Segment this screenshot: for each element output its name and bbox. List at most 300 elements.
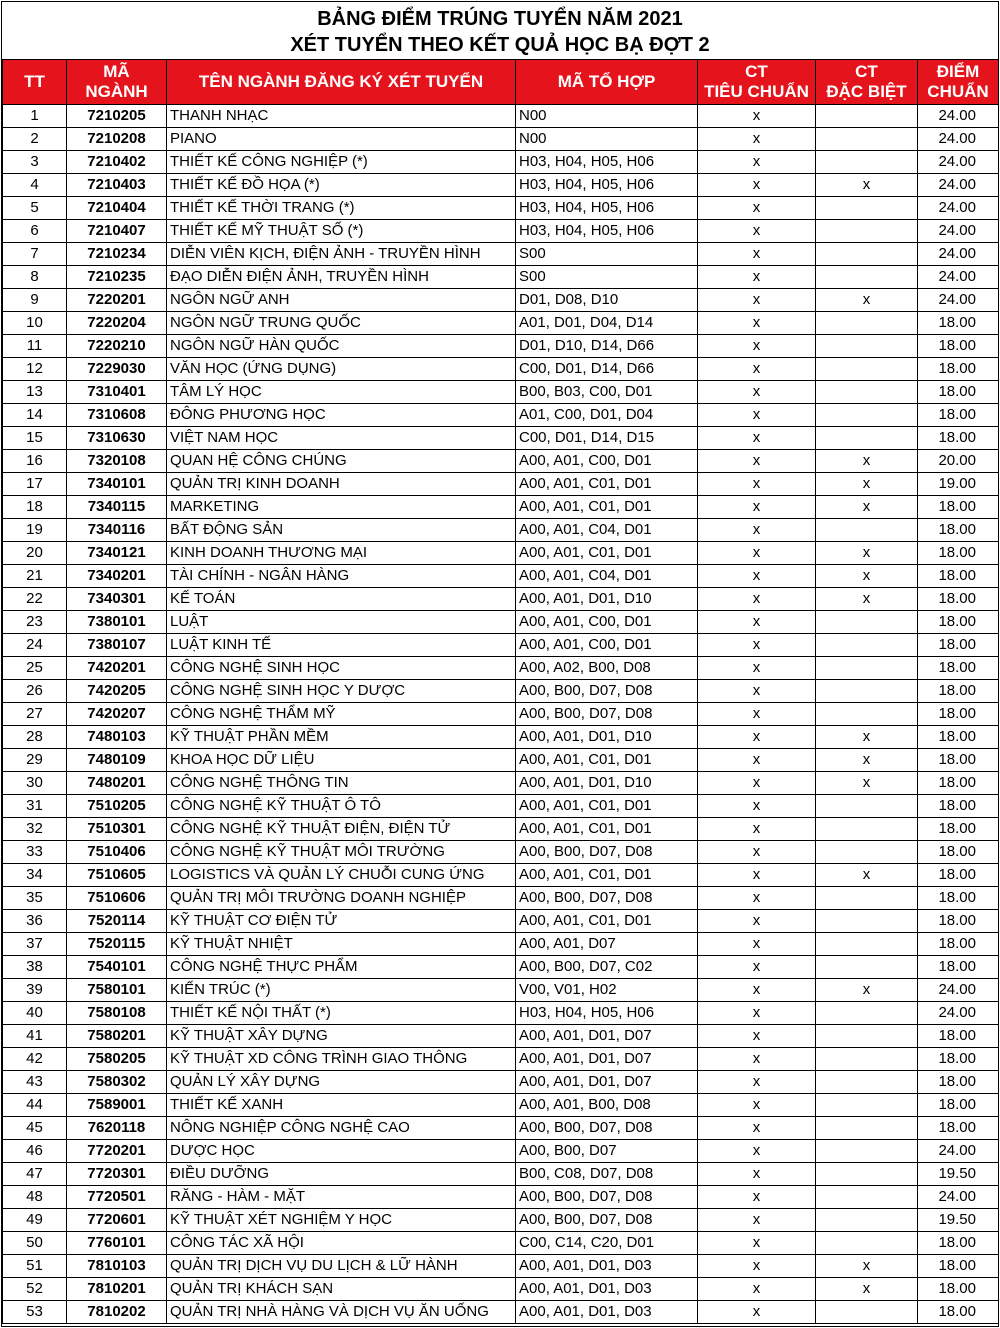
row-number: 47 [3, 1163, 67, 1186]
cutoff-score: 20.00 [918, 450, 999, 473]
row-number: 29 [3, 749, 67, 772]
ct-standard-mark: x [698, 588, 816, 611]
ct-special-mark [816, 680, 918, 703]
major-code: 7420201 [67, 657, 167, 680]
header-major-code: MÃ NGÀNH [67, 60, 167, 105]
row-number: 4 [3, 174, 67, 197]
cutoff-score: 18.00 [918, 956, 999, 979]
table-row [3, 266, 999, 289]
table-row [3, 1002, 999, 1025]
ct-special-mark [816, 1232, 918, 1255]
major-code: 7210234 [67, 243, 167, 266]
row-number: 41 [3, 1025, 67, 1048]
major-code: 7210404 [67, 197, 167, 220]
ct-standard-mark: x [698, 1002, 816, 1025]
cutoff-score: 24.00 [918, 1140, 999, 1163]
cutoff-score: 18.00 [918, 864, 999, 887]
ct-standard-mark: x [698, 1186, 816, 1209]
major-code: 7620118 [67, 1117, 167, 1140]
ct-special-mark [816, 1071, 918, 1094]
cutoff-score: 18.00 [918, 1278, 999, 1301]
combination-codes: D01, D08, D10 [516, 289, 698, 312]
combination-codes: A00, A01, D01, D07 [516, 1025, 698, 1048]
ct-special-mark [816, 220, 918, 243]
cutoff-score: 18.00 [918, 933, 999, 956]
combination-codes: A00, A01, D01, D10 [516, 726, 698, 749]
combination-codes: C00, D01, D14, D15 [516, 427, 698, 450]
major-name: THIẾT KẾ NỘI THẤT (*) [167, 1002, 516, 1025]
combination-codes: H03, H04, H05, H06 [516, 174, 698, 197]
row-number: 10 [3, 312, 67, 335]
ct-standard-mark: x [698, 703, 816, 726]
header-cutoff-score: ĐIỂM CHUẨN [918, 60, 999, 105]
cutoff-score: 24.00 [918, 979, 999, 1002]
major-code: 7420207 [67, 703, 167, 726]
ct-special-mark [816, 381, 918, 404]
ct-special-mark [816, 887, 918, 910]
ct-special-mark [816, 105, 918, 128]
page-title: BẢNG ĐIỂM TRÚNG TUYỂN NĂM 2021 [317, 8, 683, 30]
row-number: 14 [3, 404, 67, 427]
ct-standard-mark: x [698, 956, 816, 979]
major-name: THIẾT KẾ CÔNG NGHIỆP (*) [167, 151, 516, 174]
ct-special-mark [816, 1025, 918, 1048]
cutoff-score: 24.00 [918, 266, 999, 289]
combination-codes: A00, A01, C01, D01 [516, 473, 698, 496]
combination-codes: A00, A01, C00, D01 [516, 611, 698, 634]
ct-standard-mark: x [698, 1140, 816, 1163]
major-name: QUAN HỆ CÔNG CHÚNG [167, 450, 516, 473]
major-code: 7210403 [67, 174, 167, 197]
ct-standard-mark: x [698, 1071, 816, 1094]
cutoff-score: 18.00 [918, 1094, 999, 1117]
combination-codes: A00, A01, C04, D01 [516, 519, 698, 542]
cutoff-score: 24.00 [918, 220, 999, 243]
combination-codes: A00, A01, C01, D01 [516, 749, 698, 772]
row-number: 12 [3, 358, 67, 381]
cutoff-score: 18.00 [918, 427, 999, 450]
ct-standard-mark: x [698, 565, 816, 588]
major-name: CÔNG NGHỆ THẨM MỸ [167, 703, 516, 726]
cutoff-score: 18.00 [918, 542, 999, 565]
row-number: 8 [3, 266, 67, 289]
ct-standard-mark: x [698, 243, 816, 266]
table-row [3, 128, 999, 151]
major-name: QUẢN TRỊ MÔI TRƯỜNG DOANH NGHIỆP [167, 887, 516, 910]
table-row [3, 358, 999, 381]
ct-special-mark [816, 358, 918, 381]
major-code: 7589001 [67, 1094, 167, 1117]
table-row [3, 956, 999, 979]
ct-special-mark: x [816, 864, 918, 887]
cutoff-score: 18.00 [918, 565, 999, 588]
major-name: NGÔN NGỮ ANH [167, 289, 516, 312]
ct-standard-mark: x [698, 634, 816, 657]
ct-standard-mark: x [698, 496, 816, 519]
ct-standard-mark: x [698, 473, 816, 496]
table-row [3, 519, 999, 542]
major-name: NGÔN NGỮ HÀN QUỐC [167, 335, 516, 358]
ct-special-mark: x [816, 542, 918, 565]
major-code: 7510406 [67, 841, 167, 864]
row-number: 5 [3, 197, 67, 220]
ct-standard-mark: x [698, 726, 816, 749]
combination-codes: A00, B00, D07, C02 [516, 956, 698, 979]
ct-standard-mark: x [698, 979, 816, 1002]
major-code: 7720201 [67, 1140, 167, 1163]
major-code: 7510605 [67, 864, 167, 887]
table-row [3, 542, 999, 565]
major-name: KỸ THUẬT CƠ ĐIỆN TỬ [167, 910, 516, 933]
table-row [3, 795, 999, 818]
row-number: 24 [3, 634, 67, 657]
major-code: 7220204 [67, 312, 167, 335]
major-code: 7540101 [67, 956, 167, 979]
major-name: THIẾT KẾ ĐỒ HỌA (*) [167, 174, 516, 197]
major-name: VIỆT NAM HỌC [167, 427, 516, 450]
major-code: 7720601 [67, 1209, 167, 1232]
major-code: 7810201 [67, 1278, 167, 1301]
header-ct-special: CT ĐẶC BIỆT [816, 60, 918, 105]
major-name: QUẢN TRỊ KHÁCH SẠN [167, 1278, 516, 1301]
combination-codes: A00, A01, D01, D07 [516, 1071, 698, 1094]
table-row [3, 1140, 999, 1163]
combination-codes: A00, B00, D07, D08 [516, 841, 698, 864]
major-code: 7340116 [67, 519, 167, 542]
ct-standard-mark: x [698, 657, 816, 680]
cutoff-score: 18.00 [918, 496, 999, 519]
cutoff-score: 18.00 [918, 335, 999, 358]
ct-standard-mark: x [698, 266, 816, 289]
row-number: 28 [3, 726, 67, 749]
cutoff-score: 24.00 [918, 151, 999, 174]
table-row [3, 1048, 999, 1071]
ct-special-mark [816, 1002, 918, 1025]
combination-codes: A01, C00, D01, D04 [516, 404, 698, 427]
combination-codes: A00, A01, D01, D03 [516, 1301, 698, 1324]
row-number: 46 [3, 1140, 67, 1163]
combination-codes: A01, D01, D04, D14 [516, 312, 698, 335]
row-number: 18 [3, 496, 67, 519]
score-table [2, 59, 999, 1324]
major-name: CÔNG TÁC XÃ HỘI [167, 1232, 516, 1255]
ct-special-mark: x [816, 496, 918, 519]
ct-standard-mark: x [698, 1094, 816, 1117]
row-number: 23 [3, 611, 67, 634]
table-row [3, 105, 999, 128]
row-number: 51 [3, 1255, 67, 1278]
ct-standard-mark: x [698, 749, 816, 772]
major-code: 7340201 [67, 565, 167, 588]
row-number: 15 [3, 427, 67, 450]
combination-codes: A00, A01, D01, D10 [516, 588, 698, 611]
row-number: 26 [3, 680, 67, 703]
cutoff-score: 18.00 [918, 726, 999, 749]
table-row [3, 1094, 999, 1117]
major-name: KỸ THUẬT NHIỆT [167, 933, 516, 956]
major-name: BẤT ĐỘNG SẢN [167, 519, 516, 542]
ct-standard-mark: x [698, 1278, 816, 1301]
ct-special-mark [816, 933, 918, 956]
ct-special-mark [816, 1209, 918, 1232]
ct-special-mark: x [816, 289, 918, 312]
ct-special-mark [816, 1117, 918, 1140]
row-number: 37 [3, 933, 67, 956]
ct-standard-mark: x [698, 220, 816, 243]
major-name: KINH DOANH THƯƠNG MẠI [167, 542, 516, 565]
row-number: 48 [3, 1186, 67, 1209]
ct-standard-mark: x [698, 381, 816, 404]
combination-codes: S00 [516, 266, 698, 289]
combination-codes: A00, A01, C01, D01 [516, 818, 698, 841]
table-row [3, 818, 999, 841]
combination-codes: S00 [516, 243, 698, 266]
combination-codes: A00, A01, C01, D01 [516, 496, 698, 519]
ct-special-mark [816, 404, 918, 427]
ct-standard-mark: x [698, 105, 816, 128]
major-code: 7340101 [67, 473, 167, 496]
ct-special-mark [816, 312, 918, 335]
cutoff-score: 18.00 [918, 1232, 999, 1255]
cutoff-score: 18.00 [918, 749, 999, 772]
ct-standard-mark: x [698, 795, 816, 818]
row-number: 27 [3, 703, 67, 726]
combination-codes: A00, A01, C01, D01 [516, 542, 698, 565]
cutoff-score: 24.00 [918, 243, 999, 266]
ct-special-mark: x [816, 565, 918, 588]
table-row [3, 1117, 999, 1140]
major-code: 7340301 [67, 588, 167, 611]
major-code: 7320108 [67, 450, 167, 473]
ct-special-mark [816, 841, 918, 864]
ct-special-mark [816, 657, 918, 680]
major-code: 7720501 [67, 1186, 167, 1209]
cutoff-score: 18.00 [918, 358, 999, 381]
major-code: 7580302 [67, 1071, 167, 1094]
combination-codes: A00, A01, C01, D01 [516, 864, 698, 887]
major-code: 7310401 [67, 381, 167, 404]
ct-special-mark: x [816, 174, 918, 197]
major-name: ĐÔNG PHƯƠNG HỌC [167, 404, 516, 427]
cutoff-score: 24.00 [918, 197, 999, 220]
ct-special-mark [816, 910, 918, 933]
major-code: 7380107 [67, 634, 167, 657]
ct-special-mark [816, 703, 918, 726]
ct-standard-mark: x [698, 128, 816, 151]
ct-standard-mark: x [698, 841, 816, 864]
ct-standard-mark: x [698, 542, 816, 565]
ct-standard-mark: x [698, 1301, 816, 1324]
combination-codes: N00 [516, 128, 698, 151]
cutoff-score: 18.00 [918, 1117, 999, 1140]
cutoff-score: 18.00 [918, 680, 999, 703]
ct-standard-mark: x [698, 450, 816, 473]
ct-standard-mark: x [698, 427, 816, 450]
table-row [3, 1071, 999, 1094]
row-number: 30 [3, 772, 67, 795]
combination-codes: A00, A01, C01, D01 [516, 910, 698, 933]
cutoff-score: 18.00 [918, 657, 999, 680]
ct-standard-mark: x [698, 611, 816, 634]
table-row [3, 979, 999, 1002]
table-row [3, 703, 999, 726]
major-code: 7210402 [67, 151, 167, 174]
major-name: THANH NHẠC [167, 105, 516, 128]
row-number: 36 [3, 910, 67, 933]
major-code: 7480103 [67, 726, 167, 749]
major-name: KẾ TOÁN [167, 588, 516, 611]
row-number: 52 [3, 1278, 67, 1301]
cutoff-score: 24.00 [918, 105, 999, 128]
ct-standard-mark: x [698, 680, 816, 703]
cutoff-score: 24.00 [918, 174, 999, 197]
major-name: CÔNG NGHỆ KỸ THUẬT ĐIỆN, ĐIỆN TỬ [167, 818, 516, 841]
ct-special-mark [816, 1163, 918, 1186]
table-row [3, 1186, 999, 1209]
combination-codes: A00, A01, C00, D01 [516, 450, 698, 473]
major-code: 7510606 [67, 887, 167, 910]
table-row [3, 404, 999, 427]
ct-standard-mark: x [698, 1048, 816, 1071]
cutoff-score: 18.00 [918, 519, 999, 542]
header-tt: TT [3, 60, 67, 105]
table-row [3, 841, 999, 864]
cutoff-score: 18.00 [918, 772, 999, 795]
ct-standard-mark: x [698, 818, 816, 841]
ct-standard-mark: x [698, 864, 816, 887]
row-number: 1 [3, 105, 67, 128]
major-code: 7210205 [67, 105, 167, 128]
table-row [3, 1301, 999, 1324]
combination-codes: D01, D10, D14, D66 [516, 335, 698, 358]
ct-special-mark [816, 795, 918, 818]
combination-codes: V00, V01, H02 [516, 979, 698, 1002]
major-name: NGÔN NGỮ TRUNG QUỐC [167, 312, 516, 335]
major-name: NÔNG NGHIỆP CÔNG NGHỆ CAO [167, 1117, 516, 1140]
major-code: 7220201 [67, 289, 167, 312]
table-row [3, 1209, 999, 1232]
table-row [3, 1232, 999, 1255]
row-number: 43 [3, 1071, 67, 1094]
ct-special-mark [816, 634, 918, 657]
admission-score-sheet [1, 1, 999, 1327]
ct-special-mark: x [816, 1255, 918, 1278]
combination-codes: A00, A01, D01, D10 [516, 772, 698, 795]
table-row [3, 1255, 999, 1278]
major-name: PIANO [167, 128, 516, 151]
table-row [3, 243, 999, 266]
combination-codes: A00, B00, D07, D08 [516, 887, 698, 910]
major-code: 7760101 [67, 1232, 167, 1255]
cutoff-score: 24.00 [918, 1002, 999, 1025]
table-row [3, 335, 999, 358]
major-name: DƯỢC HỌC [167, 1140, 516, 1163]
major-name: QUẢN TRỊ NHÀ HÀNG VÀ DỊCH VỤ ĂN UỐNG [167, 1301, 516, 1324]
ct-standard-mark: x [698, 151, 816, 174]
combination-codes: B00, B03, C00, D01 [516, 381, 698, 404]
table-row [3, 151, 999, 174]
cutoff-score: 18.00 [918, 703, 999, 726]
combination-codes: A00, A01, B00, D08 [516, 1094, 698, 1117]
major-name: KỸ THUẬT PHẦN MỀM [167, 726, 516, 749]
major-code: 7210407 [67, 220, 167, 243]
major-code: 7510301 [67, 818, 167, 841]
major-name: QUẢN LÝ XÂY DỰNG [167, 1071, 516, 1094]
combination-codes: H03, H04, H05, H06 [516, 151, 698, 174]
major-code: 7380101 [67, 611, 167, 634]
cutoff-score: 19.50 [918, 1163, 999, 1186]
table-row [3, 450, 999, 473]
row-number: 39 [3, 979, 67, 1002]
major-name: THIẾT KẾ XANH [167, 1094, 516, 1117]
cutoff-score: 19.00 [918, 473, 999, 496]
row-number: 22 [3, 588, 67, 611]
cutoff-score: 18.00 [918, 634, 999, 657]
table-row [3, 657, 999, 680]
ct-standard-mark: x [698, 772, 816, 795]
ct-standard-mark: x [698, 910, 816, 933]
major-code: 7340121 [67, 542, 167, 565]
ct-standard-mark: x [698, 933, 816, 956]
cutoff-score: 18.00 [918, 910, 999, 933]
table-row [3, 680, 999, 703]
major-code: 7510205 [67, 795, 167, 818]
row-number: 3 [3, 151, 67, 174]
major-code: 7310630 [67, 427, 167, 450]
ct-special-mark [816, 611, 918, 634]
major-code: 7310608 [67, 404, 167, 427]
combination-codes: N00 [516, 105, 698, 128]
major-name: TÂM LÝ HỌC [167, 381, 516, 404]
major-code: 7580201 [67, 1025, 167, 1048]
table-row [3, 864, 999, 887]
table-row [3, 726, 999, 749]
table-row [3, 887, 999, 910]
row-number: 19 [3, 519, 67, 542]
combination-codes: A00, A01, D01, D07 [516, 1048, 698, 1071]
row-number: 7 [3, 243, 67, 266]
cutoff-score: 18.00 [918, 611, 999, 634]
major-name: KỸ THUẬT XD CÔNG TRÌNH GIAO THÔNG [167, 1048, 516, 1071]
major-name: MARKETING [167, 496, 516, 519]
ct-special-mark: x [816, 979, 918, 1002]
cutoff-score: 18.00 [918, 1048, 999, 1071]
combination-codes: H03, H04, H05, H06 [516, 220, 698, 243]
major-name: THIẾT KẾ MỸ THUẬT SỐ (*) [167, 220, 516, 243]
major-code: 7220210 [67, 335, 167, 358]
table-row [3, 220, 999, 243]
major-name: RĂNG - HÀM - MẶT [167, 1186, 516, 1209]
ct-standard-mark: x [698, 1209, 816, 1232]
header-major-name: TÊN NGÀNH ĐĂNG KÝ XÉT TUYỂN [167, 60, 516, 105]
ct-standard-mark: x [698, 197, 816, 220]
combination-codes: A00, B00, D07 [516, 1140, 698, 1163]
ct-standard-mark: x [698, 358, 816, 381]
ct-special-mark [816, 243, 918, 266]
table-row [3, 611, 999, 634]
ct-special-mark [816, 1140, 918, 1163]
row-number: 45 [3, 1117, 67, 1140]
combination-codes: C00, C14, C20, D01 [516, 1232, 698, 1255]
table-row [3, 565, 999, 588]
cutoff-score: 18.00 [918, 588, 999, 611]
table-row [3, 496, 999, 519]
major-code: 7229030 [67, 358, 167, 381]
table-row [3, 427, 999, 450]
cutoff-score: 19.50 [918, 1209, 999, 1232]
table-header-row [3, 60, 999, 105]
row-number: 50 [3, 1232, 67, 1255]
